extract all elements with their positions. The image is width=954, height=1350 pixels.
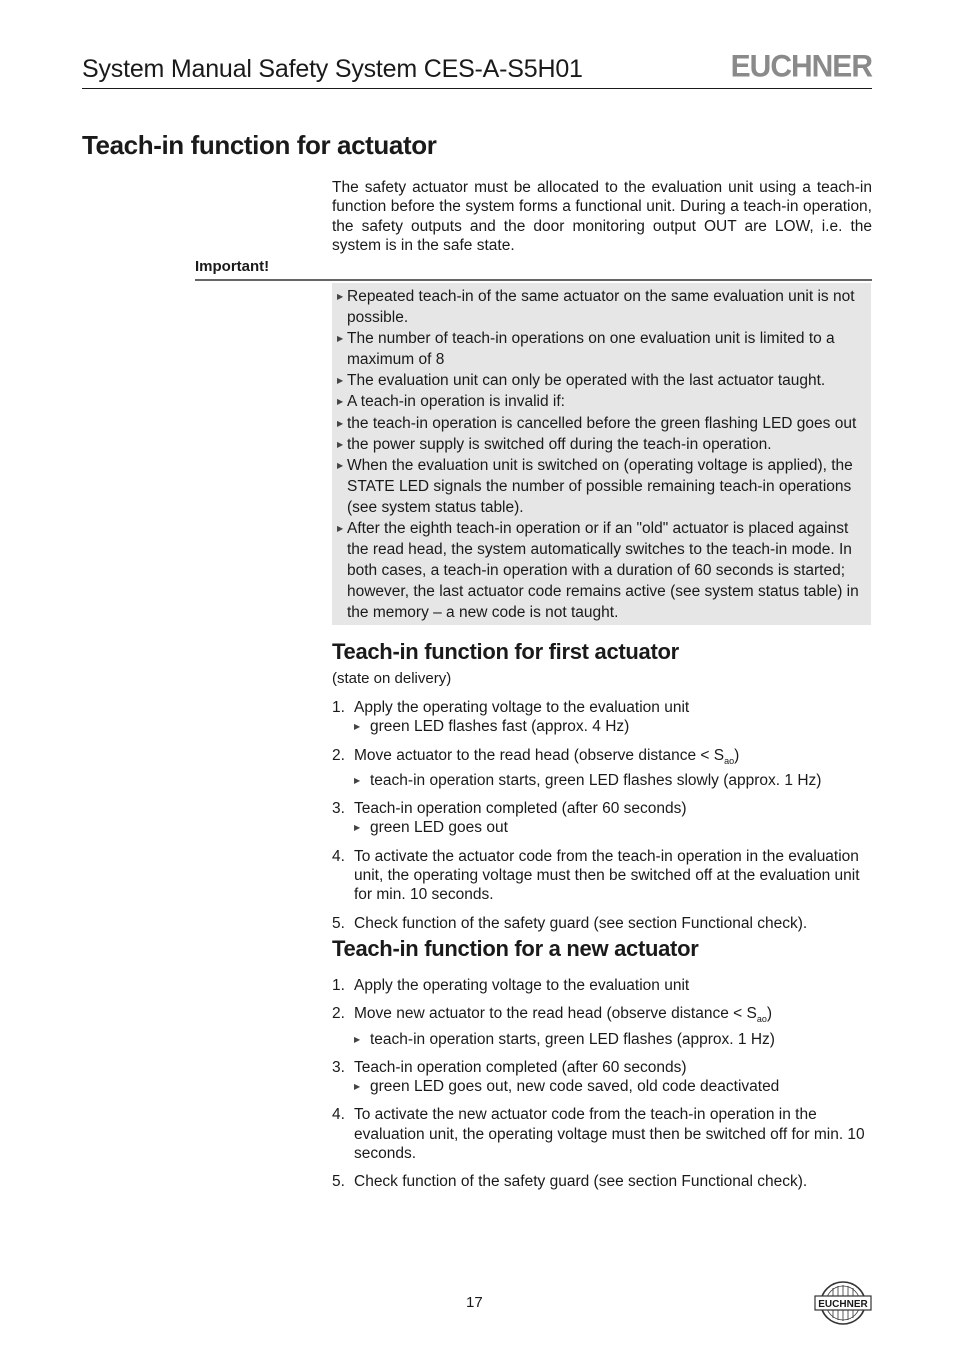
- step-result: ▶ teach-in operation starts, green LED flashes slowly (approx. 1 Hz): [354, 771, 822, 789]
- step-result: ▶ green LED flashes fast (approx. 4 Hz): [354, 718, 630, 736]
- triangle-right-icon: ▶: [337, 418, 344, 428]
- list-item: ▶ The evaluation unit can only be operated with the last actuator taught.: [332, 370, 871, 391]
- step-item: 4. To activate the new actuator code from the teach-in operation in the evaluation unit, the operating voltage must then be switched off for min. 10 seconds.: [332, 1105, 874, 1163]
- new-actuator-steps: [332, 976, 874, 1201]
- header-title: System Manual Safety System CES-A-S5H01: [82, 55, 583, 83]
- step-text: Teach-in operation completed (after 60 seconds): [354, 800, 687, 818]
- first-actuator-note: (state on delivery): [332, 670, 452, 687]
- list-item: ▶ When the evaluation unit is switched on (operating voltage is applied), the STATE LED signals the number of possible remaining teach-in operations (see system status table).: [337, 456, 853, 516]
- step-text: Apply the operating voltage to the evaluation unit: [354, 977, 690, 994]
- first-actuator-steps: [332, 698, 874, 942]
- list-item: ▶ the teach-in operation is cancelled before the green flashing LED goes out: [332, 413, 871, 434]
- step-item: 1. Apply the operating voltage to the evaluation unit: [332, 976, 874, 995]
- step-text: Check function of the safety guard (see section Functional check).: [354, 1173, 808, 1191]
- list-item: ▶ After the eighth teach-in operation or if an "old" actuator is placed against the read head, the system automatically switches to the teach-in mode. In both cases, a teach-in operation with a duration of 60 seconds is started; however, the last actuator code remains active (see system status table) in the memory – a new code is not taught.: [337, 520, 859, 622]
- step-item: 5. Check function of the safety guard (see section Functional check).: [332, 1172, 874, 1191]
- list-item: ▶ Repeated teach-in of the same actuator on the same evaluation unit is not possible.: [337, 288, 855, 327]
- list-item: ▶ the power supply is switched off during the teach-in operation.: [332, 434, 871, 455]
- page-heading: Teach-in function for actuator: [82, 130, 437, 160]
- step-item: 4. To activate the actuator code from the teach-in operation in the evaluation unit, the operating voltage must then be switched off at the evaluation unit for min. 10 seconds.: [332, 847, 874, 905]
- triangle-right-icon: ▶: [337, 397, 344, 407]
- step-result: ▶ green LED goes out: [354, 819, 508, 837]
- step-item: 1. Apply the operating voltage to the evaluation unit ▶ green LED flashes fast (approx. 4 Hz): [332, 698, 874, 737]
- triangle-right-icon: ▶: [337, 292, 344, 301]
- header-divider: [82, 88, 872, 89]
- page-number: 17: [466, 1294, 483, 1311]
- triangle-right-icon: ▶: [337, 524, 344, 534]
- step-item: 2. Move new actuator to the read head (observe distance < $S_{ao}$) ▶ teach-in operation starts, green LED flashes (approx. 1 Hz): [332, 1004, 874, 1049]
- triangle-right-icon: ▶: [337, 334, 344, 344]
- important-list: [332, 283, 871, 624]
- list-item: ▶ A teach-in operation is invalid if:: [332, 391, 871, 412]
- triangle-right-icon: ▶: [337, 376, 344, 386]
- step-result: ▶ green LED goes out, new code saved, old code deactivated: [354, 1078, 780, 1096]
- triangle-right-icon: ▶: [354, 823, 361, 833]
- triangle-right-icon: ▶: [354, 775, 361, 785]
- step-item: 2. Move actuator to the read head (observe distance < $S_{ao}$) ▶ teach-in operation starts, green LED flashes slowly (approx. 1 Hz): [332, 746, 874, 791]
- step-text: Move actuator to the read head (observe distance < $S_{ao}$): [354, 746, 740, 766]
- step-item: 3. Teach-in operation completed (after 60 seconds) ▶ green LED goes out: [332, 799, 874, 838]
- euchner-seal-icon: [814, 1280, 872, 1326]
- step-item: 3. Teach-in operation completed (after 60 seconds) ▶ green LED goes out, new code saved, old code deactivated: [332, 1058, 874, 1097]
- step-text: Teach-in operation completed (after 60 seconds): [354, 1058, 687, 1076]
- important-divider: [195, 279, 872, 281]
- svg-text:EUCHNER: EUCHNER: [818, 1299, 868, 1310]
- triangle-right-icon: ▶: [354, 1034, 361, 1044]
- list-item: ▶ The number of teach-in operations on one evaluation unit is limited to a maximum of 8: [337, 330, 835, 369]
- triangle-right-icon: ▶: [354, 722, 361, 732]
- step-text: To activate the new actuator code from the teach-in operation in the evaluation unit, the operating voltage must then be switched off for min. 10 seconds.: [354, 1106, 865, 1163]
- step-result: ▶ teach-in operation starts, green LED flashes (approx. 1 Hz): [354, 1030, 775, 1048]
- step-text: Apply the operating voltage to the evaluation unit: [354, 699, 690, 716]
- intro-paragraph: The safety actuator must be allocated to the evaluation unit using a teach-in function before the system forms a functional unit. During a teach-in operation, the safety outputs and the door monitoring output OUT are LOW, i.e. the system is in the safe state.: [332, 179, 872, 254]
- triangle-right-icon: ▶: [354, 1082, 361, 1092]
- step-text: Check function of the safety guard (see section Functional check).: [354, 914, 808, 932]
- step-text: To activate the actuator code from the teach-in operation in the evaluation unit, the operating voltage must then be switched off at the evaluation unit for min. 10 seconds.: [354, 847, 860, 904]
- new-actuator-heading: Teach-in function for a new actuator: [332, 936, 699, 961]
- important-label: Important!: [195, 258, 270, 275]
- euchner-logo: EUCHNER: [730, 49, 872, 84]
- triangle-right-icon: ▶: [337, 439, 344, 449]
- step-item: 5. Check function of the safety guard (see section Functional check).: [332, 914, 874, 933]
- triangle-right-icon: ▶: [337, 460, 344, 470]
- first-actuator-heading: Teach-in function for first actuator: [332, 639, 679, 664]
- important-note-box: [332, 283, 871, 625]
- step-text: Move new actuator to the read head (observe distance < $S_{ao}$): [354, 1005, 772, 1025]
